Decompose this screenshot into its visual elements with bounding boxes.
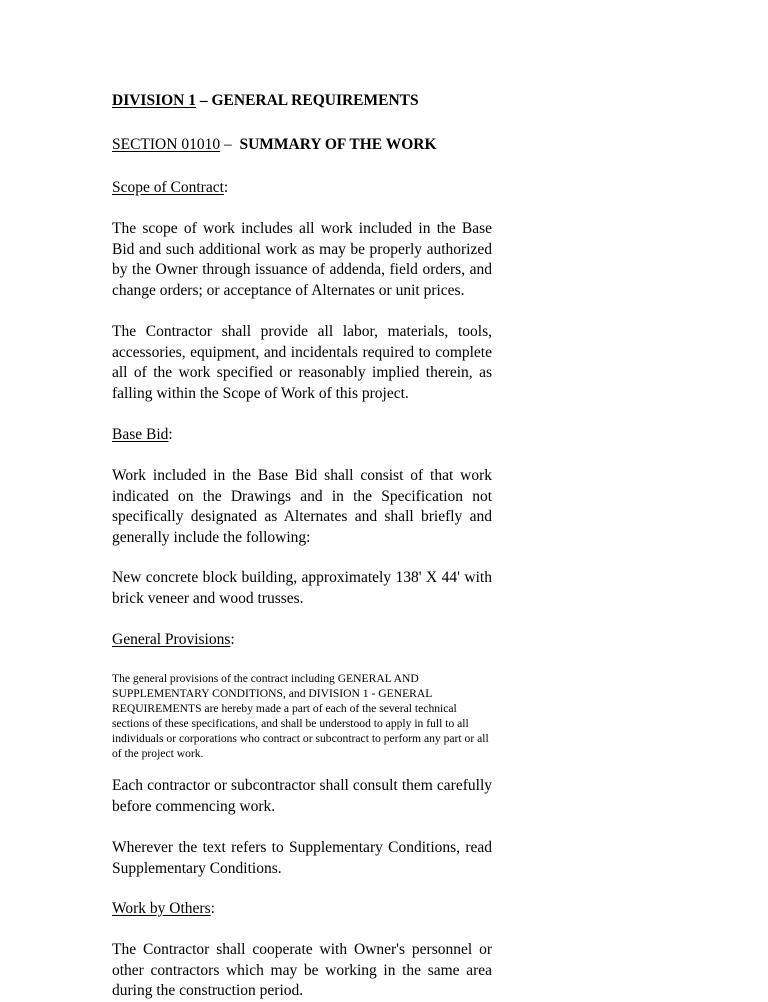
base-bid-heading-label: Base Bid [112,426,169,443]
general-provisions-heading-colon: : [230,631,235,648]
section-heading [112,135,437,155]
base-bid-paragraph-2: New concrete block building, approximately 138' X 44' with brick veneer and wood trusses. [112,569,492,607]
base-bid-paragraph-1: Work included in the Base Bid shall consist of that work indicated on the Drawings and in the Specification not specifically designated as Alternates and shall briefly and generally include the following: [112,467,492,546]
scope-paragraph-1: The scope of work includes all work included in the Base Bid and such additional work as may be properly authorized by the Owner through issuance of addenda, field orders, and change orders; or acceptance of Alternates or unit prices. [112,220,492,299]
scope-heading-colon: : [223,179,229,196]
work-by-others-paragraph-1: The Contractor shall cooperate with Owner's personnel or other contractors which may be working in the same area during the construction period. [112,941,492,999]
general-provisions-heading-label: General Provisions [112,631,231,648]
work-by-others-heading [112,899,215,919]
general-provisions-paragraph-1: Each contractor or subcontractor shall consult them carefully before commencing work. [112,777,492,815]
division-heading [112,91,419,111]
work-by-others-heading-colon: : [210,900,215,917]
base-bid-heading [112,425,173,445]
section-label: SECTION 01010 [112,136,221,153]
work-by-others-heading-label: Work by Others [112,900,211,917]
general-provisions-heading [112,630,235,650]
scope-heading-label: Scope of Contract [112,179,224,196]
division-label: DIVISION 1 [112,92,196,109]
general-provisions-small-paragraph: The general provisions of the contract including GENERAL AND SUPPLEMENTARY CONDITIONS, and DIVISION 1 - GENERAL REQUIREMENTS are hereby made a part of each of the several technical sections of these specifications, and shall be understood to apply in full to all individuals or corporations who contract or subcontract to perform any part or all of the project work. [112,672,489,760]
base-bid-heading-colon: : [168,426,173,443]
scope-paragraph-2: The Contractor shall provide all labor, materials, tools, accessories, equipment, and incidentals required to complete all of the work specified or reasonably implied therein, as falling within the Scope of Work of this project. [112,323,492,402]
division-title: – GENERAL REQUIREMENTS [195,92,419,109]
scope-heading [112,178,228,198]
section-title: SUMMARY OF THE WORK [239,136,437,153]
section-dash: – [220,136,240,153]
general-provisions-paragraph-2: Wherever the text refers to Supplementary Conditions, read Supplementary Conditions. [112,839,492,877]
